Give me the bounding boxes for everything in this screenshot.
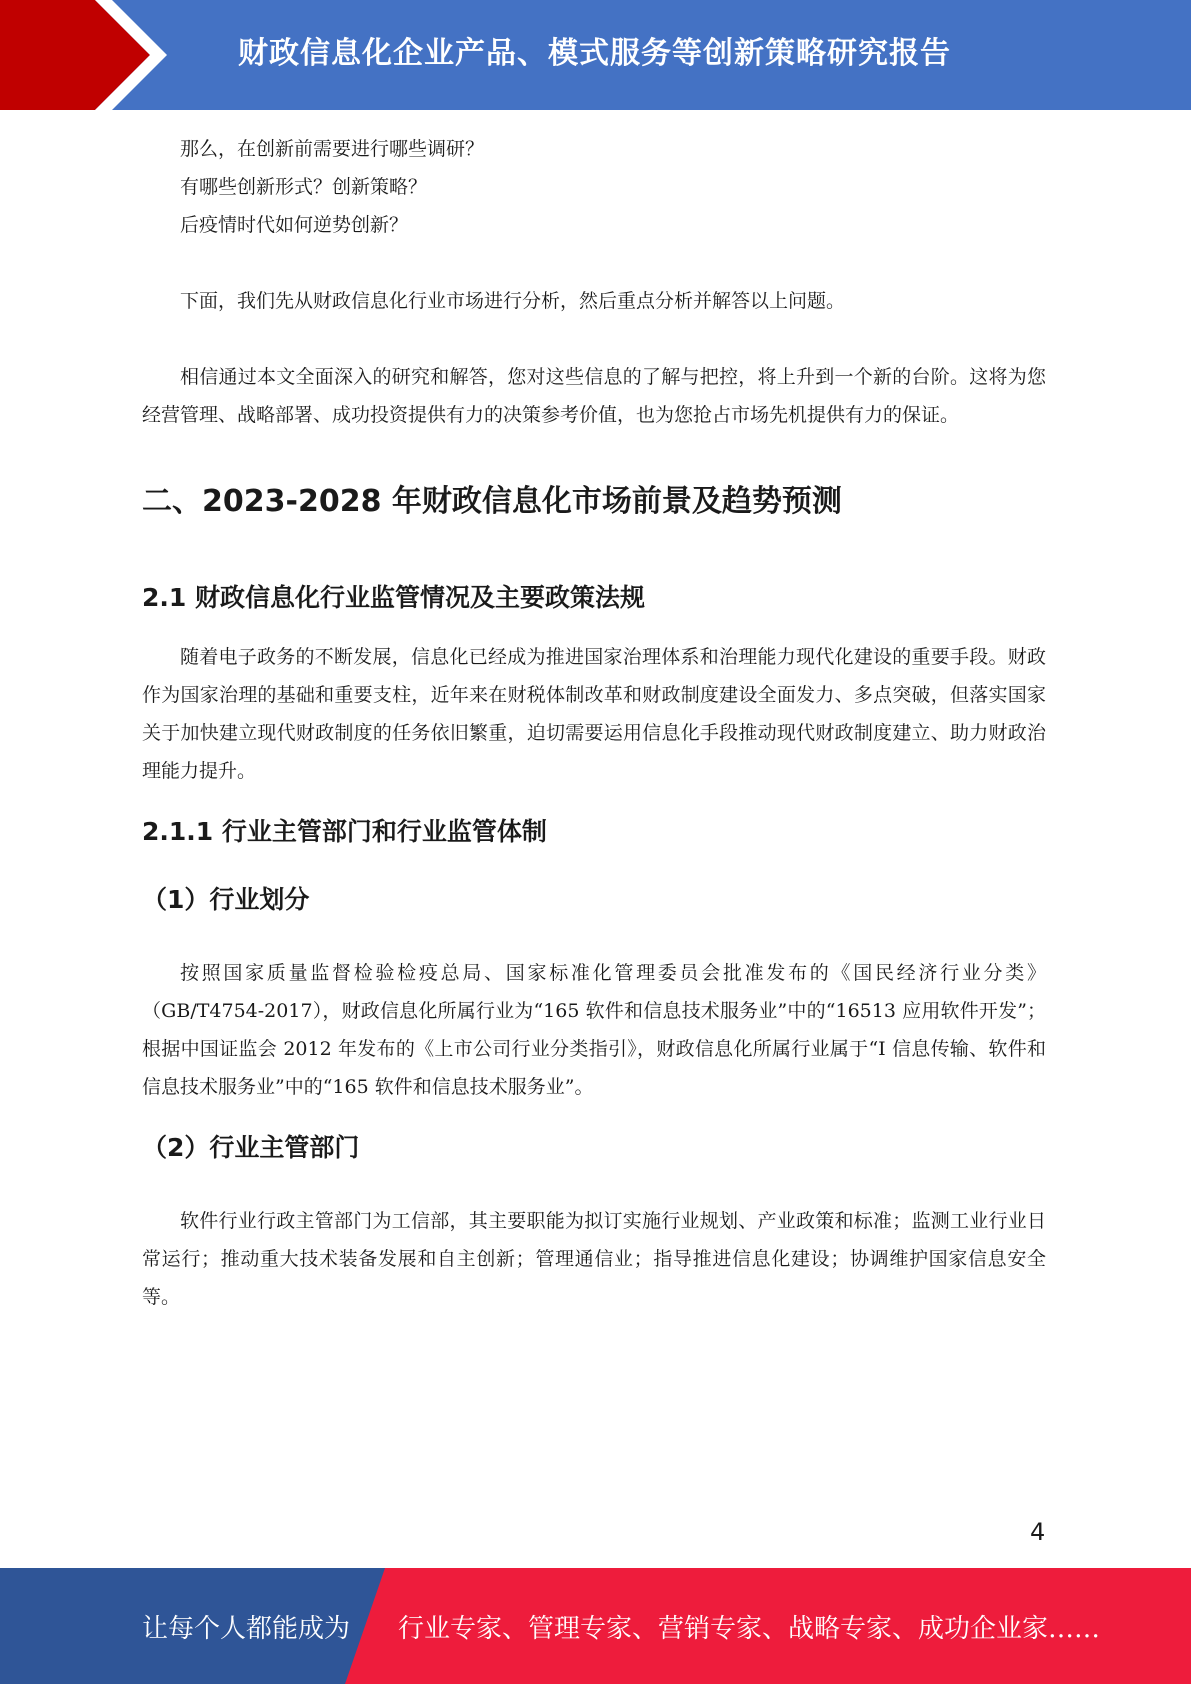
intro-paragraph-2: 相信通过本文全面深入的研究和解答，您对这些信息的了解与把控，将上升到一个新的台阶。这将为您经营管理、战略部署、成功投资提供有力的决策参考价值，也为您抢占市场先机提供有力的保证。 (142, 366, 1046, 426)
footer-slogan-right: 行业专家、管理专家、营销专家、战略专家、成功企业家…… (398, 1614, 1101, 1644)
section-2-1-paragraph: 随着电子政务的不断发展，信息化已经成为推进国家治理体系和治理能力现代化建设的重要手段。财政作为国家治理的基础和重要支柱，近年来在财税体制改革和财政制度建设全面发力、多点突破，但落实国家关于加快建立现代财政制度的任务依旧繁重，迫切需要运用信息化手段推动现代财政制度建立、助力财政治理能力提升。 (142, 646, 1046, 782)
item-1-heading: （1）行业划分 (142, 885, 310, 914)
section-2-1-heading: 2.1 财政信息化行业监管情况及主要政策法规 (142, 583, 645, 612)
item-2-heading: （2）行业主管部门 (142, 1133, 360, 1162)
section-2-heading: 二、2023-2028 年财政信息化市场前景及趋势预测 (142, 484, 842, 519)
page-number: 4 (1030, 1518, 1046, 1546)
page-footer (0, 1568, 1191, 1684)
intro-paragraph-1: 下面，我们先从财政信息化行业市场进行分析，然后重点分析并解答以上问题。 (180, 290, 846, 312)
item-1-paragraph: 按照国家质量监督检验检疫总局、国家标准化管理委员会批准发布的《国民经济行业分类》（GB/T4754-2017），财政信息化所属行业为“165 软件和信息技术服务业”中的“16513 应用软件开发”；根据中国证监会 2012 年发布的《上市公司行业分类指引》，财政信息化所属行业属于“I 信息传输、软件和信息技术服务业”中的“165 软件和信息技术服务业”。 (142, 962, 1046, 1098)
intro-question-3: 后疫情时代如何逆势创新？ (180, 214, 409, 236)
intro-question-2: 有哪些创新形式？创新策略？ (180, 176, 428, 198)
document-body (142, 130, 1046, 1316)
item-2-paragraph: 软件行业行政主管部门为工信部，其主要职能为拟订实施行业规划、产业政策和标准；监测工业行业日常运行；推动重大技术装备发展和自主创新；管理通信业；指导推进信息化建设；协调维护国家信息安全等。 (142, 1210, 1046, 1308)
header-title: 财政信息化企业产品、模式服务等创新策略研究报告 (238, 36, 951, 71)
footer-slogan-left: 让每个人都能成为 (142, 1614, 351, 1644)
page-header (0, 0, 1191, 110)
section-2-1-1-heading: 2.1.1 行业主管部门和行业监管体制 (142, 817, 547, 846)
intro-question-1: 那么，在创新前需要进行哪些调研？ (180, 138, 485, 160)
